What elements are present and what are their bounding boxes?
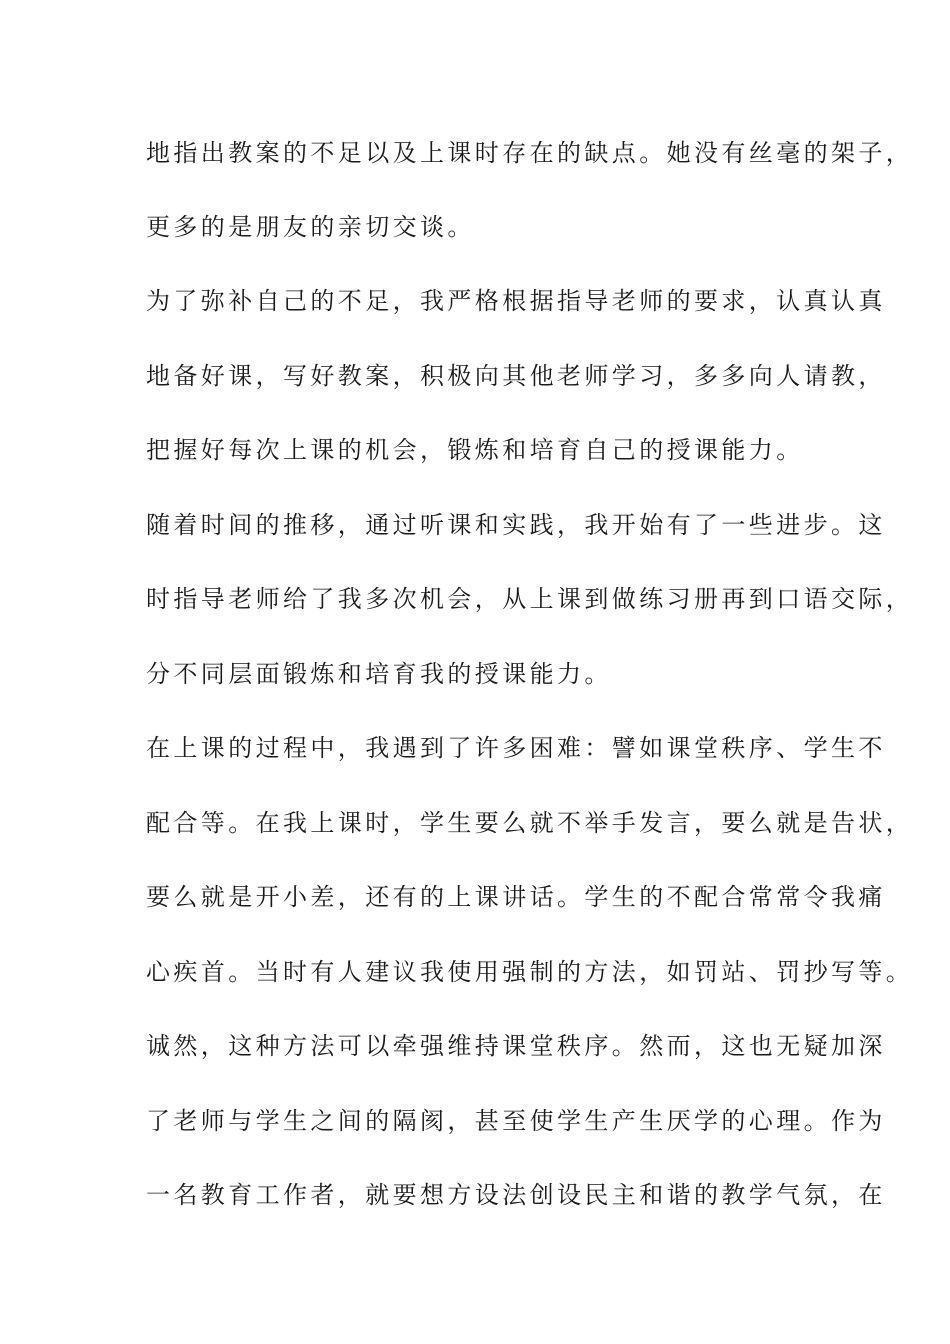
text-line: 地指出教案的不足以及上课时存在的缺点。她没有丝毫的架子，: [146, 139, 914, 167]
text-line: 诚然，这种方法可以牵强维持课堂秩序。然而，这也无疑加深: [146, 1032, 886, 1060]
text-line: 更多的是朋友的亲切交谈。: [146, 213, 475, 241]
text-line: 配合等。在我上课时，学生要么就不举手发言，要么就是告状，: [146, 809, 914, 837]
text-line: 要么就是开小差，还有的上课讲话。学生的不配合常常令我痛: [146, 883, 886, 911]
text-line: 了老师与学生之间的隔阂，甚至使学生产生厌学的心理。作为: [146, 1107, 886, 1135]
text-line: 为了弥补自己的不足，我严格根据指导老师的要求，认真认真: [146, 287, 886, 315]
text-line: 时指导老师给了我多次机会，从上课到做练习册再到口语交际，: [146, 585, 914, 613]
text-line: 分不同层面锻炼和培育我的授课能力。: [146, 660, 612, 688]
text-line: 把握好每次上课的机会，锻炼和培育自己的授课能力。: [146, 436, 804, 464]
text-line: 心疾首。当时有人建议我使用强制的方法，如罚站、罚抄写等。: [146, 958, 914, 986]
text-line: 在上课的过程中，我遇到了许多困难：譬如课堂秩序、学生不: [146, 734, 886, 762]
text-line: 地备好课，写好教案，积极向其他老师学习，多多向人请教，: [146, 362, 886, 390]
text-line: 一名教育工作者，就要想方设法创设民主和谐的教学气氛，在: [146, 1181, 886, 1209]
text-line: 随着时间的推移，通过听课和实践，我开始有了一些进步。这: [146, 511, 886, 539]
